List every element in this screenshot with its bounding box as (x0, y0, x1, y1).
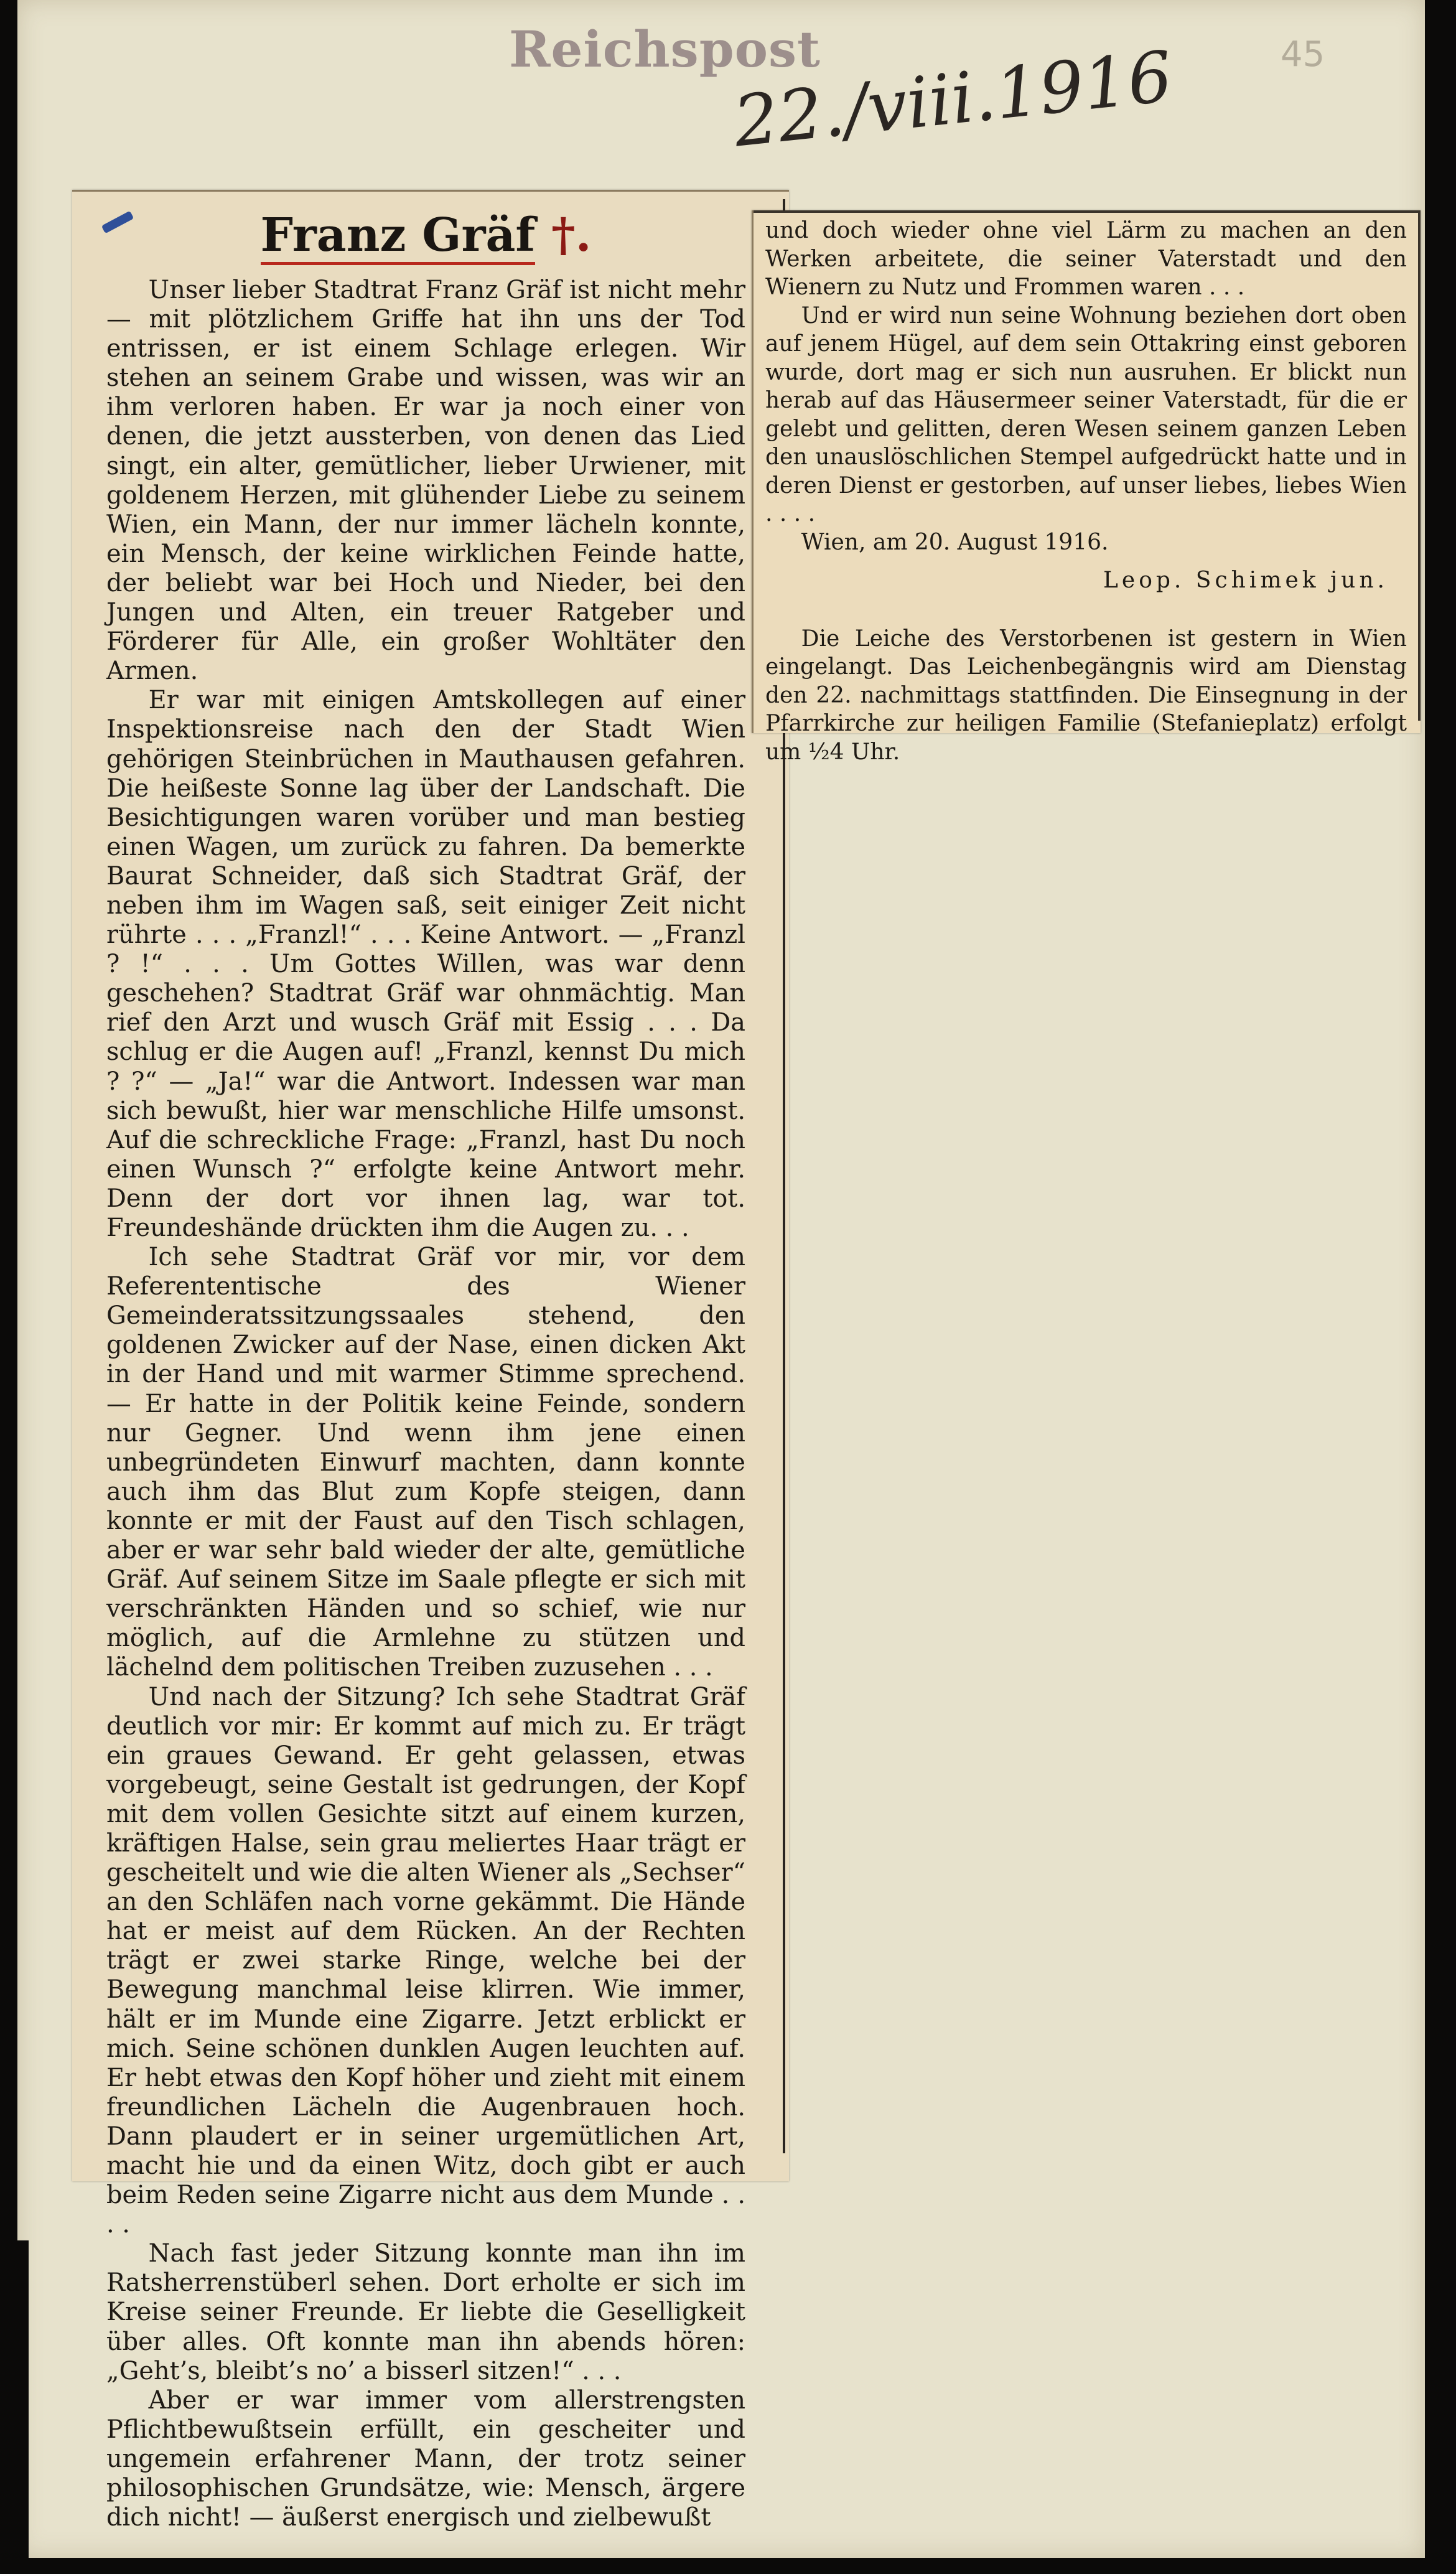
column-top-rule (72, 190, 789, 192)
headline-name: Franz Gräf (261, 208, 536, 265)
paragraph: Unser lieber Stadtrat Franz Gräf ist nicht mehr — mit plötzlichem Griffe hat ihn uns der Tod entrissen, er ist einem Schlage erlegen. Wir stehen an seinem Grabe und wissen, was wir an ihm verloren haben. Er war ja noch einer von denen, die jetzt aussterben, von denen das Lied singt, ein alter, gemütlicher, lieber Urwiener, mit goldenem Herzen, mit glühender Liebe zu seinem Wien, ein Mann, der nur immer lächeln konnte, ein Mensch, der keine wirklichen Feinde hatte, der beliebt war bei Hoch und Nieder, bei den Jungen und Alten, ein treuer Ratgeber und Förderer für Alle, ein großer Wohltäter den Armen. (106, 276, 745, 686)
funeral-notice: Die Leiche des Verstorbenen ist gestern in Wien eingelangt. Das Leichenbegängnis wird am Dienstag den 22. nachmittags stattfinden. Die Einsegnung in der Pfarrkirche zur heiligen Familie (Stefanieplatz) erfolgt um ½4 Uhr. (765, 625, 1407, 765)
continuation-paragraph: und doch wieder ohne viel Lärm zu machen an den Werken arbeitete, die seiner Vaterstadt und den Wienern zu Nutz und Frommen waren . . . (765, 218, 1407, 300)
archive-sheet (17, 0, 1425, 2558)
continuation-clipping (752, 210, 1421, 765)
continuation-body (765, 217, 1407, 766)
clipping-right-rule (1418, 210, 1421, 721)
dateline: Wien, am 20. August 1916. (801, 529, 1109, 555)
clipping-left-edge (752, 210, 754, 733)
paragraph: Aber er war immer vom allerstrengsten Pflichtbewußtsein erfüllt, ein gescheiter und ungemein erfahrener Mann, der trotz seiner philosophischen Grundsätze, wie: Mensch, ärgere dich nicht! — äußerst energisch und zielbewußt (106, 2385, 745, 2532)
obituary-clipping (72, 190, 789, 2532)
obituary-headline (106, 208, 745, 262)
paragraph: Und nach der Sitzung? Ich sehe Stadtrat Gräf deutlich vor mir: Er kommt auf mich zu. Er trägt ein graues Gewand. Er geht gelassen, etwas vorgebeugt, seine Gestalt ist gedrungen, der Kopf mit dem vollen Gesichte sitzt auf einem kurzen, kräftigen Halse, sein grau meliertes Haar trägt er gescheitelt und wie die alten Wiener als „Sechser“ an den Schläfen nach vorne gekämmt. Die Hände hat er meist auf dem Rücken. An der Rechten trägt er zwei starke Ringe, welche bei der Bewegung manchmal leise klirren. Wie immer, hält er im Munde eine Zigarre. Jetzt erblickt er mich. Seine schönen dunklen Augen leuchten auf. Er hebt etwas den Kopf höher und zieht mit einem freundlichen Lächeln die Augenbrauen hoch. Dann plaudert er in seiner urgemütlichen Art, macht hie und da einen Witz, doch gibt er auch beim Reden seine Zigarre nicht aus dem Munde . . . . (106, 1682, 745, 2239)
closing-paragraph: Und er wird nun seine Wohnung beziehen dort oben auf jenem Hügel, auf dem sein Ottakring einst geboren wurde, dort mag er sich nun ausruhen. Er blickt nun herab auf das Häusermeer seiner Vaterstadt, für die er gelebt und gelitten, deren Wesen seinem ganzen Leben den unauslöschlichen Stempel aufgedrückt hatte und in deren Dienst er gestorben, auf unser liebes, liebes Wien . . . . (765, 302, 1407, 526)
paragraph: Er war mit einigen Amtskollegen auf einer Inspektionsreise nach den der Stadt Wien gehörigen Steinbrüchen in Mauthausen gefahren. Die heißeste Sonne lag über der Landschaft. Die Besichtigungen waren vorüber und man bestieg einen Wagen, um zurück zu fahren. Da bemerkte Baurat Schneider, daß sich Stadtrat Gräf, der neben ihm im Wagen saß, seit einiger Zeit nicht rührte . . . „Franzl!“ . . . Keine Antwort. — „Franzl ? !“ . . . Um Gottes Willen, was war denn geschehen? Stadtrat Gräf war ohnmächtig. Man rief den Arzt und wusch Gräf mit Essig . . . Da schlug er die Augen auf! „Franzl, kennst Du mich ? ?“ — „Ja!“ war die Antwort. Indessen war man sich bewußt, hier war menschliche Hilfe umsonst. Auf die schreckliche Frage: „Franzl, hast Du noch einen Wunsch ?“ erfolgte keine Antwort mehr. Denn der dort vor ihnen lag, war tot. Freundeshände drückten ihm die Augen zu. . . (106, 686, 745, 1242)
newspaper-stamp: Reichspost (509, 20, 821, 78)
clipping-top-rule (752, 210, 1421, 213)
paragraph: Ich sehe Stadtrat Gräf vor mir, vor dem Referententische des Wiener Gemeinderatssitzungssaales stehend, den goldenen Zwicker auf der Nase, einen dicken Akt in der Hand und mit warmer Stimme sprechend. — Er hatte in der Politik keine Feinde, sondern nur Gegner. Und wenn ihm jene einen unbegründeten Einwurf machten, dann konnte auch ihm das Blut zum Kopfe steigen, dann konnte er mit der Faust auf den Tisch schlagen, aber er war sehr bald wieder der alte, gemütliche Gräf. Auf seinem Sitze im Saale pflegte er sich mit verschränkten Händen und so schief, wie nur möglich, auf die Armlehne zu stützen und lächelnd dem politischen Treiben zuzusehen . . . (106, 1243, 745, 1682)
obituary-body (106, 276, 745, 2532)
handwritten-date: 22./viii.1916 (730, 36, 1177, 163)
paragraph: Nach fast jeder Sitzung konnte man ihn im Ratsherrenstüberl sehen. Dort erholte er sich im Kreise seiner Freunde. Er liebte die Geselligkeit über alles. Oft konnte man ihn abends hören: „Geht’s, bleibt’s no’ a bisserl sitzen!“ . . . (106, 2239, 745, 2385)
page-number: 45 (1281, 34, 1325, 75)
death-cross-icon: †. (551, 208, 592, 262)
author-signature: Leop. Schimek jun. (1103, 568, 1388, 593)
torn-edge (17, 2240, 29, 2564)
